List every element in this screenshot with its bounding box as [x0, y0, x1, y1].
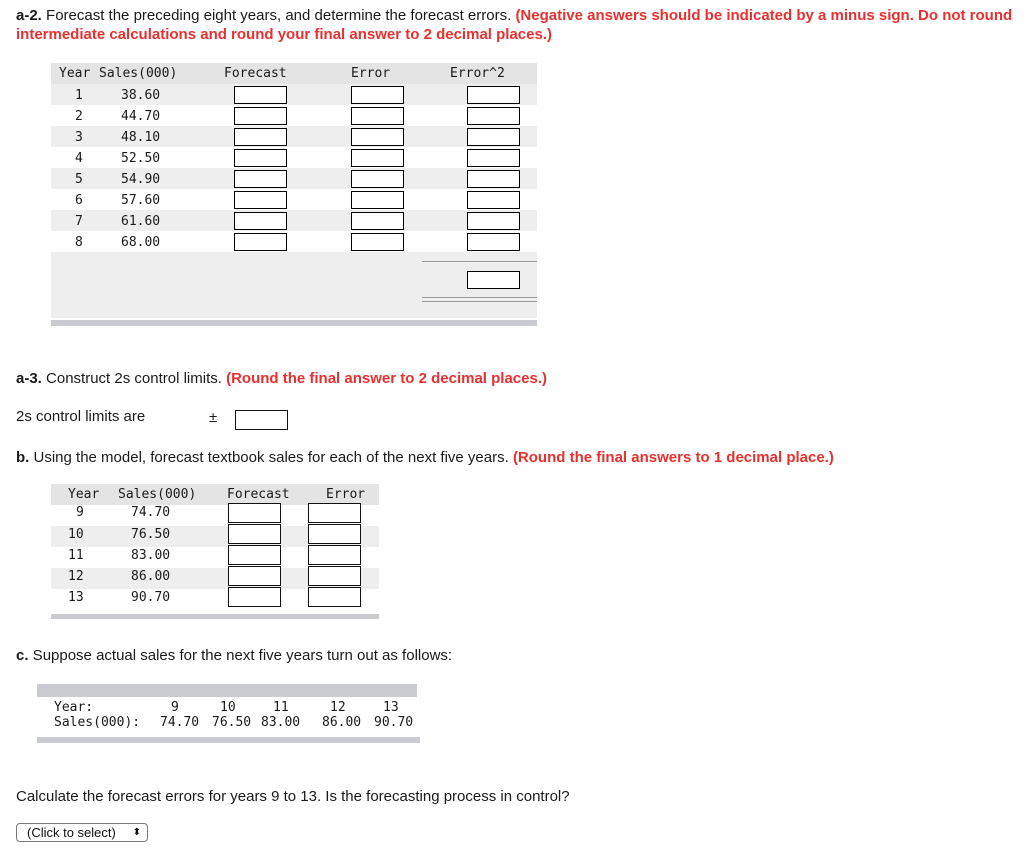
table-row-year: 7	[75, 214, 83, 229]
c-table-bottom-bar	[37, 737, 420, 743]
error-squared-input-year-1[interactable]	[467, 86, 520, 104]
c-sales-label: Sales(000):	[54, 715, 141, 730]
b-table-bottom-bar	[51, 614, 379, 619]
c-question	[16, 646, 1016, 665]
table-row-year: 4	[75, 151, 83, 166]
b-text: Using the model, forecast textbook sales for each of the next five years.	[29, 449, 513, 466]
table-row-sales: 44.70	[121, 109, 161, 124]
error-input-year-11[interactable]	[308, 545, 361, 565]
forecast-input-year-5[interactable]	[234, 170, 287, 188]
c-year-value: 12	[330, 700, 346, 715]
plus-minus-sign: ±	[209, 409, 218, 426]
b-header-error: Error	[326, 487, 366, 502]
c-year-value: 9	[171, 700, 179, 715]
forecast-input-year-10[interactable]	[228, 524, 281, 544]
c-year-value: 11	[273, 700, 289, 715]
error-squared-input-year-2[interactable]	[467, 107, 520, 125]
c-sales-value: 86.00	[322, 715, 362, 730]
forecast-input-year-11[interactable]	[228, 545, 281, 565]
table-row-sales: 90.70	[131, 590, 171, 605]
error-input-year-4[interactable]	[351, 149, 404, 167]
forecast-input-year-3[interactable]	[234, 128, 287, 146]
error-input-year-7[interactable]	[351, 212, 404, 230]
total-double-line-top	[422, 297, 537, 298]
select-value: (Click to select)	[27, 825, 116, 840]
c-year-value: 13	[383, 700, 399, 715]
b-label: b.	[16, 449, 30, 466]
c-sales-value: 83.00	[261, 715, 301, 730]
error-input-year-2[interactable]	[351, 107, 404, 125]
table-row-year: 2	[75, 109, 83, 124]
error-input-year-12[interactable]	[308, 566, 361, 586]
error-input-year-13[interactable]	[308, 587, 361, 607]
in-control-select[interactable]	[16, 823, 148, 842]
table-row-sales: 74.70	[131, 505, 171, 520]
a2-header-sales: Sales(000)	[99, 66, 178, 81]
forecast-input-year-8[interactable]	[234, 233, 287, 251]
control-limit-input[interactable]	[235, 410, 288, 430]
table-row-sales: 38.60	[121, 88, 161, 103]
a2-header-error-squared: Error^2	[450, 66, 505, 81]
table-row-sales: 48.10	[121, 130, 161, 145]
a2-text: Forecast the preceding eight years, and determine the forecast errors.	[41, 7, 516, 24]
table-row-year: 8	[75, 235, 83, 250]
error-input-year-9[interactable]	[308, 503, 361, 523]
error-input-year-10[interactable]	[308, 524, 361, 544]
b-question	[16, 448, 1016, 467]
a3-instruction: (Round the final answer to 2 decimal places.)	[226, 370, 547, 387]
c-table-top-bar	[37, 684, 417, 697]
table-row-sales: 76.50	[131, 527, 171, 542]
table-row-year: 11	[68, 548, 84, 563]
table-row-sales: 54.90	[121, 172, 161, 187]
table-row-year: 6	[75, 193, 83, 208]
a2-question	[16, 6, 1016, 44]
table-row-year: 3	[75, 130, 83, 145]
error-squared-total-input[interactable]	[467, 271, 520, 289]
table-row-year: 9	[76, 505, 84, 520]
error-input-year-6[interactable]	[351, 191, 404, 209]
forecast-input-year-1[interactable]	[234, 86, 287, 104]
forecast-input-year-12[interactable]	[228, 566, 281, 586]
c-sales-value: 90.70	[374, 715, 414, 730]
b-header-forecast: Forecast	[227, 487, 290, 502]
forecast-input-year-7[interactable]	[234, 212, 287, 230]
forecast-input-year-9[interactable]	[228, 503, 281, 523]
total-double-line-bottom	[422, 301, 537, 302]
error-squared-input-year-8[interactable]	[467, 233, 520, 251]
forecast-input-year-4[interactable]	[234, 149, 287, 167]
in-control-question: Calculate the forecast errors for years 9 to 13. Is the forecasting process in control?	[16, 788, 570, 805]
error-squared-input-year-3[interactable]	[467, 128, 520, 146]
a3-question	[16, 369, 1016, 388]
error-squared-input-year-6[interactable]	[467, 191, 520, 209]
a2-label: a-2.	[16, 7, 42, 24]
table-row-year: 13	[68, 590, 84, 605]
error-squared-input-year-4[interactable]	[467, 149, 520, 167]
c-sales-value: 76.50	[212, 715, 252, 730]
error-input-year-8[interactable]	[351, 233, 404, 251]
updown-arrow-icon: ⬍	[132, 827, 141, 838]
c-label: c.	[16, 647, 29, 664]
forecast-input-year-2[interactable]	[234, 107, 287, 125]
a2-header-year: Year	[59, 66, 91, 81]
error-squared-input-year-7[interactable]	[467, 212, 520, 230]
a2-header-forecast: Forecast	[224, 66, 287, 81]
error-input-year-1[interactable]	[351, 86, 404, 104]
table-row-sales: 52.50	[121, 151, 161, 166]
table-row-sales: 86.00	[131, 569, 171, 584]
b-header-sales: Sales(000)	[118, 487, 197, 502]
total-divider-line	[422, 261, 537, 262]
error-input-year-3[interactable]	[351, 128, 404, 146]
table-row-year: 12	[68, 569, 84, 584]
table-row-year: 5	[75, 172, 83, 187]
error-input-year-5[interactable]	[351, 170, 404, 188]
error-squared-input-year-5[interactable]	[467, 170, 520, 188]
table-row-year: 1	[75, 88, 83, 103]
table-row-sales: 57.60	[121, 193, 161, 208]
b-header-year: Year	[68, 487, 100, 502]
table-row-sales: 83.00	[131, 548, 171, 563]
table-row-sales: 68.00	[121, 235, 161, 250]
table-row-year: 10	[68, 527, 84, 542]
a3-text: Construct 2s control limits.	[41, 370, 227, 387]
a2-instruction: (Negative answers should be indicated by a minus sign. Do not round intermediate calculations and round your final answer to 2 decimal places.)	[16, 7, 1013, 43]
a2-table-bottom-bar	[51, 320, 537, 326]
forecast-input-year-6[interactable]	[234, 191, 287, 209]
a3-label: a-3.	[16, 370, 42, 387]
b-instruction: (Round the final answers to 1 decimal place.)	[512, 449, 834, 466]
c-text: Suppose actual sales for the next five years turn out as follows:	[28, 647, 453, 664]
c-year-label: Year:	[54, 700, 94, 715]
table-row-sales: 61.60	[121, 214, 161, 229]
forecast-input-year-13[interactable]	[228, 587, 281, 607]
a2-header-error: Error	[351, 66, 391, 81]
c-year-value: 10	[220, 700, 236, 715]
control-limits-label: 2s control limits are	[16, 408, 146, 425]
c-sales-value: 74.70	[160, 715, 200, 730]
